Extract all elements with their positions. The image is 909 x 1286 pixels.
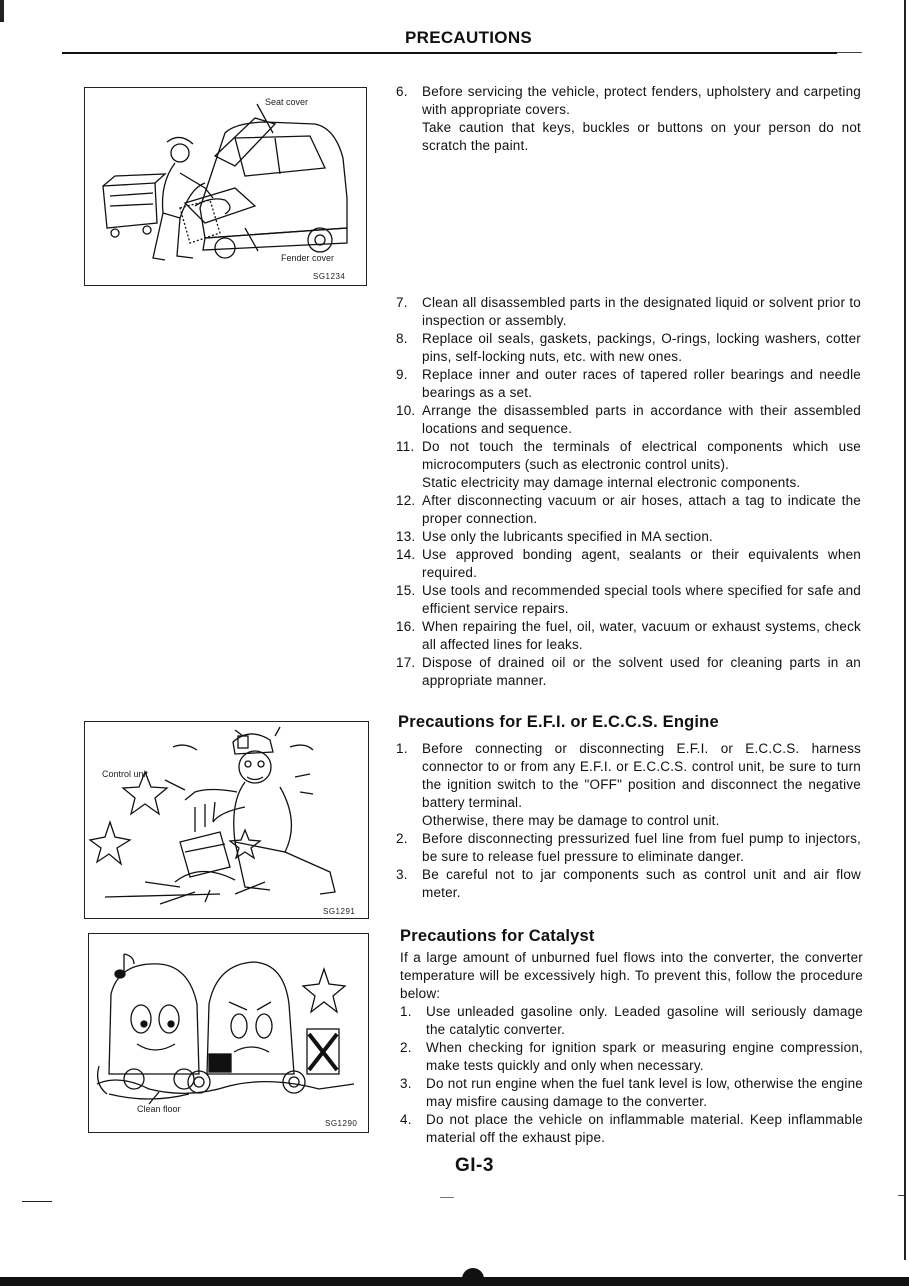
figure-code: SG1290 [325,1119,358,1128]
item-text: Before servicing the vehicle, protect fenders, upholstery and carpeting with appropriate covers. [422,84,861,117]
list-item [396,654,861,690]
precaution-list-catalyst [400,1003,863,1147]
item-text: Arrange the disassembled parts in accordance with their assembled locations and sequence. [422,403,861,436]
header-rule [837,52,862,53]
item-text: Before connecting or disconnecting E.F.I. or E.C.C.S. harness connector to or from any E.F.I. or E.C.C.S. control unit, be sure to turn the ignition switch to the "OFF" position and disconnect the negative battery terminal. [422,741,861,810]
item-text: Replace inner and outer races of tapered roller bearings and needle bearings as a set. [422,367,861,400]
item-number: 2. [396,831,408,846]
item-text: Be careful not to jar components such as control unit and air flow meter. [422,867,861,900]
list-item [400,1003,863,1039]
scan-mark [440,1197,454,1198]
page-right-edge [904,0,906,1260]
item-note: Otherwise, there may be damage to control unit. [422,813,720,828]
item-number: 11. [396,439,415,454]
list-item [400,1039,863,1075]
figure-clean-floor [88,933,369,1133]
item-number: 1. [396,741,408,756]
list-item [396,294,861,330]
page-number: GI-3 [455,1155,494,1176]
item-number: 4. [400,1112,412,1127]
figure-code: SG1291 [323,907,356,916]
item-number: 3. [400,1076,412,1091]
item-number: 13. [396,529,416,544]
item-text: When repairing the fuel, oil, water, vacuum or exhaust systems, check all affected lines for leaks. [422,619,861,652]
list-item [396,582,861,618]
list-item [396,528,861,546]
item-note: Static electricity may damage internal electronic components. [422,475,801,490]
item-text: Do not place the vehicle on inflammable material. Keep inflammable material off the exhaust pipe. [426,1112,863,1145]
figure-seat-fender-cover [84,87,367,286]
item-text: Use unleaded gasoline only. Leaded gasoline will seriously damage the catalytic converter. [426,1004,863,1037]
binding-mark [462,1268,484,1280]
section-intro: If a large amount of unburned fuel flows into the converter, the converter temperature will be excessively high. To prevent this, follow the procedure below: [400,950,863,1001]
list-item [396,740,861,830]
list-item [396,830,861,866]
label-fender-cover: Fender cover [281,253,335,263]
label-seat-cover: Seat cover [265,97,309,107]
precaution-list-efi [396,740,861,902]
item-number: 8. [396,331,408,346]
item-number: 12. [396,493,416,508]
list-item [396,83,861,155]
list-item [396,492,861,528]
item-text: Use tools and recommended special tools where specified for safe and efficient service repairs. [422,583,861,616]
list-item [396,366,861,402]
list-item [396,438,861,492]
list-item [396,330,861,366]
list-item [396,618,861,654]
page-edge-mark [0,0,4,22]
item-number: 14. [396,547,416,562]
item-number: 3. [396,867,408,882]
item-number: 17. [396,655,416,670]
list-item [400,1075,863,1111]
precaution-list-top [396,83,861,155]
label-clean-floor: Clean floor [137,1104,181,1114]
item-text: Do not touch the terminals of electrical components which use microcomputers (such as electronic control units). [422,439,861,472]
figure-code: SG1234 [313,272,346,281]
item-text: Use only the lubricants specified in MA section. [422,529,713,544]
item-number: 9. [396,367,408,382]
scan-mark [22,1201,52,1202]
item-text: Do not run engine when the fuel tank level is low, otherwise the engine may misfire causing damage to the converter. [426,1076,863,1109]
page-title: PRECAUTIONS [405,28,533,47]
list-item [396,866,861,902]
label-control-unit: Control unit [102,769,149,779]
item-number: 6. [396,84,408,99]
section-heading-catalyst: Precautions for Catalyst [400,927,595,945]
list-item [396,546,861,582]
section-heading-efi: Precautions for E.F.I. or E.C.C.S. Engine [398,713,719,731]
page-bottom-edge [0,1277,909,1286]
figure-control-unit [84,721,369,919]
item-text: After disconnecting vacuum or air hoses, attach a tag to indicate the proper connection. [422,493,861,526]
item-text: Clean all disassembled parts in the designated liquid or solvent prior to inspection or assembly. [422,295,861,328]
clean-floor-illustration [89,934,367,1131]
item-number: 1. [400,1004,412,1019]
item-text: Before disconnecting pressurized fuel line from fuel pump to injectors, be sure to release fuel pressure to eliminate danger. [422,831,861,864]
item-number: 15. [396,583,416,598]
item-text: Replace oil seals, gaskets, packings, O-rings, locking washers, cotter pins, self-locking nuts, etc. with new ones. [422,331,861,364]
item-text: Use approved bonding agent, sealants or their equivalents when required. [422,547,861,580]
item-text: When checking for ignition spark or measuring engine compression, make tests quickly and only when necessary. [426,1040,863,1073]
item-number: 7. [396,295,408,310]
list-item [396,402,861,438]
scan-mark [898,1195,904,1196]
precaution-list-general [396,294,861,690]
item-text: Dispose of drained oil or the solvent used for cleaning parts in an appropriate manner. [422,655,861,688]
list-item [400,1111,863,1147]
dropped-control-unit-illustration [85,722,367,917]
item-number: 10. [396,403,416,418]
catalyst-section-body [400,949,863,1147]
item-number: 16. [396,619,416,634]
item-note: Take caution that keys, buckles or buttons on your person do not scratch the paint. [422,120,861,153]
header-rule [62,52,837,54]
item-number: 2. [400,1040,412,1055]
